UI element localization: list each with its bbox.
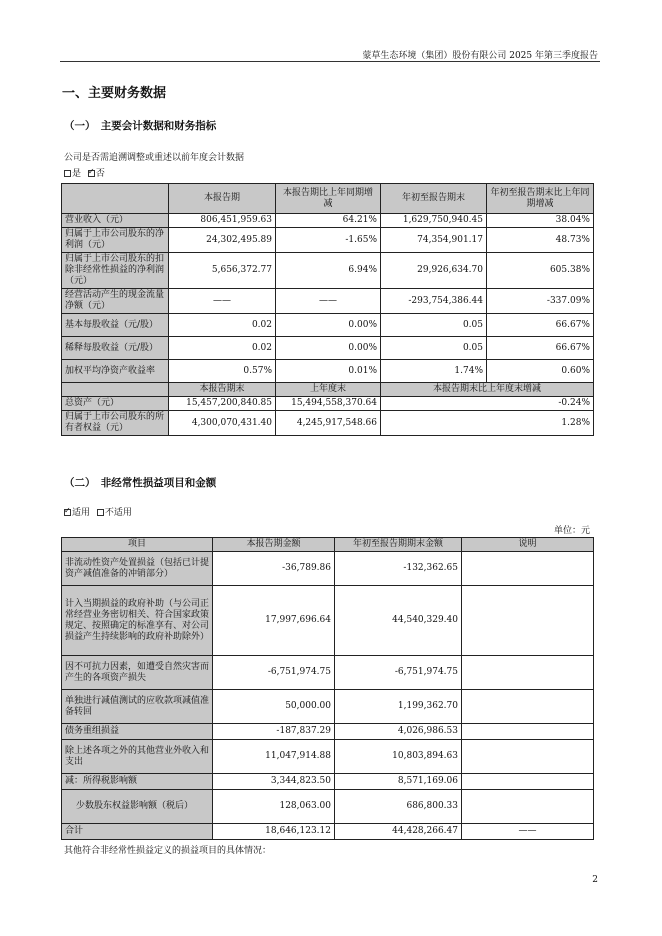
- value-cell: 686,800.33: [335, 790, 462, 824]
- value-cell: 38.04%: [487, 214, 594, 228]
- value-cell: 48.73%: [487, 228, 594, 253]
- subsection-title-accounting: （一） 主要会计数据和财务指标: [64, 120, 217, 132]
- row-label: 计入当期损益的政府补助（与公司正常经营业务密切相关、符合国家政策规定、按照确定的标准享有、对公司损益产生持续影响的政府补助除外）: [62, 586, 213, 656]
- value-cell: 5,656,372.77: [169, 253, 276, 289]
- row-label: 总资产（元）: [62, 397, 169, 411]
- note-cell: [462, 790, 594, 824]
- value-cell: 0.00%: [276, 337, 381, 360]
- note-cell: [462, 690, 594, 724]
- value-cell: -293,754,386.44: [381, 289, 487, 314]
- value-cell: 0.00%: [276, 314, 381, 337]
- row-label: 减：所得税影响额: [62, 774, 213, 790]
- value-cell: -1.65%: [276, 228, 381, 253]
- value-cell: 29,926,634.70: [381, 253, 487, 289]
- key-financials-table: [61, 183, 594, 436]
- row-label: 少数股东权益影响额（税后）: [62, 790, 213, 824]
- value-cell: 806,451,959.63: [169, 214, 276, 228]
- table-row: [62, 228, 594, 253]
- value-cell: 8,571,169.06: [335, 774, 462, 790]
- note-cell: [462, 774, 594, 790]
- row-label: 因不可抗力因素，如遭受自然灾害而产生的各项资产损失: [62, 656, 213, 690]
- not-applicable-checkbox[interactable]: [97, 509, 104, 516]
- value-cell: 1.28%: [381, 411, 594, 436]
- applicable-checkbox[interactable]: [64, 509, 71, 516]
- table-row: [62, 656, 594, 690]
- value-cell: 6.94%: [276, 253, 381, 289]
- applicable-label: 适用: [72, 508, 91, 518]
- value-cell: 24,302,495.89: [169, 228, 276, 253]
- row-label: 归属于上市公司股东的所有者权益（元）: [62, 411, 169, 436]
- restate-no-checkbox[interactable]: [88, 170, 95, 177]
- value-cell: -187,837.29: [213, 724, 335, 740]
- value-cell: 1.74%: [381, 360, 487, 383]
- table-row: [62, 253, 594, 289]
- applicable-options: [64, 505, 132, 518]
- unit-label: 单位：元: [553, 526, 590, 536]
- value-cell: 128,063.00: [213, 790, 335, 824]
- value-cell: -36,789.86: [213, 552, 335, 586]
- value-cell: 10,803,894.63: [335, 740, 462, 774]
- value-cell: 44,540,329.40: [335, 586, 462, 656]
- row-label: 归属于上市公司股东的扣除非经常性损益的净利润（元）: [62, 253, 169, 289]
- restate-no-label: 否: [95, 169, 105, 179]
- table-row: [62, 411, 594, 436]
- header-cell: 年初至报告期末比上年同期增减: [487, 184, 594, 214]
- value-cell: -0.24%: [381, 397, 594, 411]
- row-label: 除上述各项之外的其他营业外收入和支出: [62, 740, 213, 774]
- note-cell: [462, 740, 594, 774]
- table-row: [62, 740, 594, 774]
- header-cell: 本报告期比上年同期增减: [276, 184, 381, 214]
- table-row: [62, 337, 594, 360]
- header-cell: 年初至报告期期末金额: [335, 538, 462, 552]
- value-cell: 4,026,986.53: [335, 724, 462, 740]
- value-cell: 66.67%: [487, 337, 594, 360]
- table-row: [62, 690, 594, 724]
- value-cell: 74,354,901.17: [381, 228, 487, 253]
- value-cell: 66.67%: [487, 314, 594, 337]
- restate-yes-checkbox[interactable]: [64, 170, 71, 177]
- table-header-row-balance: [62, 383, 594, 397]
- note-cell: ——: [462, 824, 594, 840]
- restate-question: 公司是否需追溯调整或重述以前年度会计数据: [64, 153, 245, 163]
- report-header-title: 蒙草生态环境（集团）股份有限公司 2025 年第三季度报告: [362, 51, 598, 61]
- value-cell: 15,457,200,840.85: [169, 397, 276, 411]
- header-cell: 本报告期末比上年度末增减: [381, 383, 594, 397]
- table-row: [62, 586, 594, 656]
- value-cell: 0.01%: [276, 360, 381, 383]
- value-cell: 15,494,558,370.64: [276, 397, 381, 411]
- header-cell: 上年度末: [276, 383, 381, 397]
- row-label: 非流动性资产处置损益（包括已计提资产减值准备的冲销部分）: [62, 552, 213, 586]
- nonrecurring-items-table: [61, 537, 594, 840]
- table-row: [62, 790, 594, 824]
- value-cell: ——: [276, 289, 381, 314]
- row-label: 债务重组损益: [62, 724, 213, 740]
- value-cell: -337.09%: [487, 289, 594, 314]
- value-cell: -6,751,974.75: [335, 656, 462, 690]
- value-cell: 64.21%: [276, 214, 381, 228]
- row-label: 经营活动产生的现金流量净额（元）: [62, 289, 169, 314]
- note-cell: [462, 586, 594, 656]
- value-cell: 3,344,823.50: [213, 774, 335, 790]
- table-row: [62, 397, 594, 411]
- footer-note: 其他符合非经常性损益定义的损益项目的具体情况：: [64, 846, 272, 856]
- value-cell: 44,428,266.47: [335, 824, 462, 840]
- value-cell: -132,362.65: [335, 552, 462, 586]
- header-cell-blank: [62, 383, 169, 397]
- row-label: 稀释每股收益（元/股）: [62, 337, 169, 360]
- table-row: [62, 289, 594, 314]
- table-row: [62, 360, 594, 383]
- value-cell: 0.60%: [487, 360, 594, 383]
- table-header-row: [62, 184, 594, 214]
- note-cell: [462, 552, 594, 586]
- note-cell: [462, 656, 594, 690]
- restate-options: [64, 166, 105, 179]
- header-divider: [60, 61, 600, 62]
- value-cell: 17,997,696.64: [213, 586, 335, 656]
- header-cell-blank: [62, 184, 169, 214]
- value-cell: 50,000.00: [213, 690, 335, 724]
- value-cell: 4,300,070,431.40: [169, 411, 276, 436]
- value-cell: 0.57%: [169, 360, 276, 383]
- row-label: 归属于上市公司股东的净利润（元）: [62, 228, 169, 253]
- value-cell: 0.02: [169, 314, 276, 337]
- value-cell: 11,047,914.88: [213, 740, 335, 774]
- table-header-row: [62, 538, 594, 552]
- value-cell: 0.05: [381, 314, 487, 337]
- value-cell: 4,245,917,548.66: [276, 411, 381, 436]
- table-row: [62, 774, 594, 790]
- row-label: 单独进行减值测试的应收款项减值准备转回: [62, 690, 213, 724]
- value-cell: -6,751,974.75: [213, 656, 335, 690]
- table-row: [62, 724, 594, 740]
- value-cell: 0.02: [169, 337, 276, 360]
- subsection-title-nonrecurring: （二） 非经常性损益项目和金额: [64, 477, 217, 489]
- value-cell: 0.05: [381, 337, 487, 360]
- row-label: 营业收入（元）: [62, 214, 169, 228]
- section-title: 一、主要财务数据: [62, 86, 167, 101]
- header-cell: 年初至报告期末: [381, 184, 487, 214]
- header-cell: 本报告期: [169, 184, 276, 214]
- restate-yes-label: 是: [72, 169, 82, 179]
- header-cell: 项目: [62, 538, 213, 552]
- value-cell: 1,629,750,940.45: [381, 214, 487, 228]
- table-row: [62, 314, 594, 337]
- row-label: 基本每股收益（元/股）: [62, 314, 169, 337]
- value-cell: ——: [169, 289, 276, 314]
- value-cell: 605.38%: [487, 253, 594, 289]
- not-applicable-label: 不适用: [104, 508, 132, 518]
- header-cell: 说明: [462, 538, 594, 552]
- row-label: 合计: [62, 824, 213, 840]
- header-cell: 本报告期金额: [213, 538, 335, 552]
- row-label: 加权平均净资产收益率: [62, 360, 169, 383]
- note-cell: [462, 724, 594, 740]
- table-row: [62, 552, 594, 586]
- value-cell: 18,646,123.12: [213, 824, 335, 840]
- table-row: [62, 214, 594, 228]
- page-number: 2: [592, 875, 598, 885]
- value-cell: 1,199,362.70: [335, 690, 462, 724]
- table-row: [62, 824, 594, 840]
- header-cell: 本报告期末: [169, 383, 276, 397]
